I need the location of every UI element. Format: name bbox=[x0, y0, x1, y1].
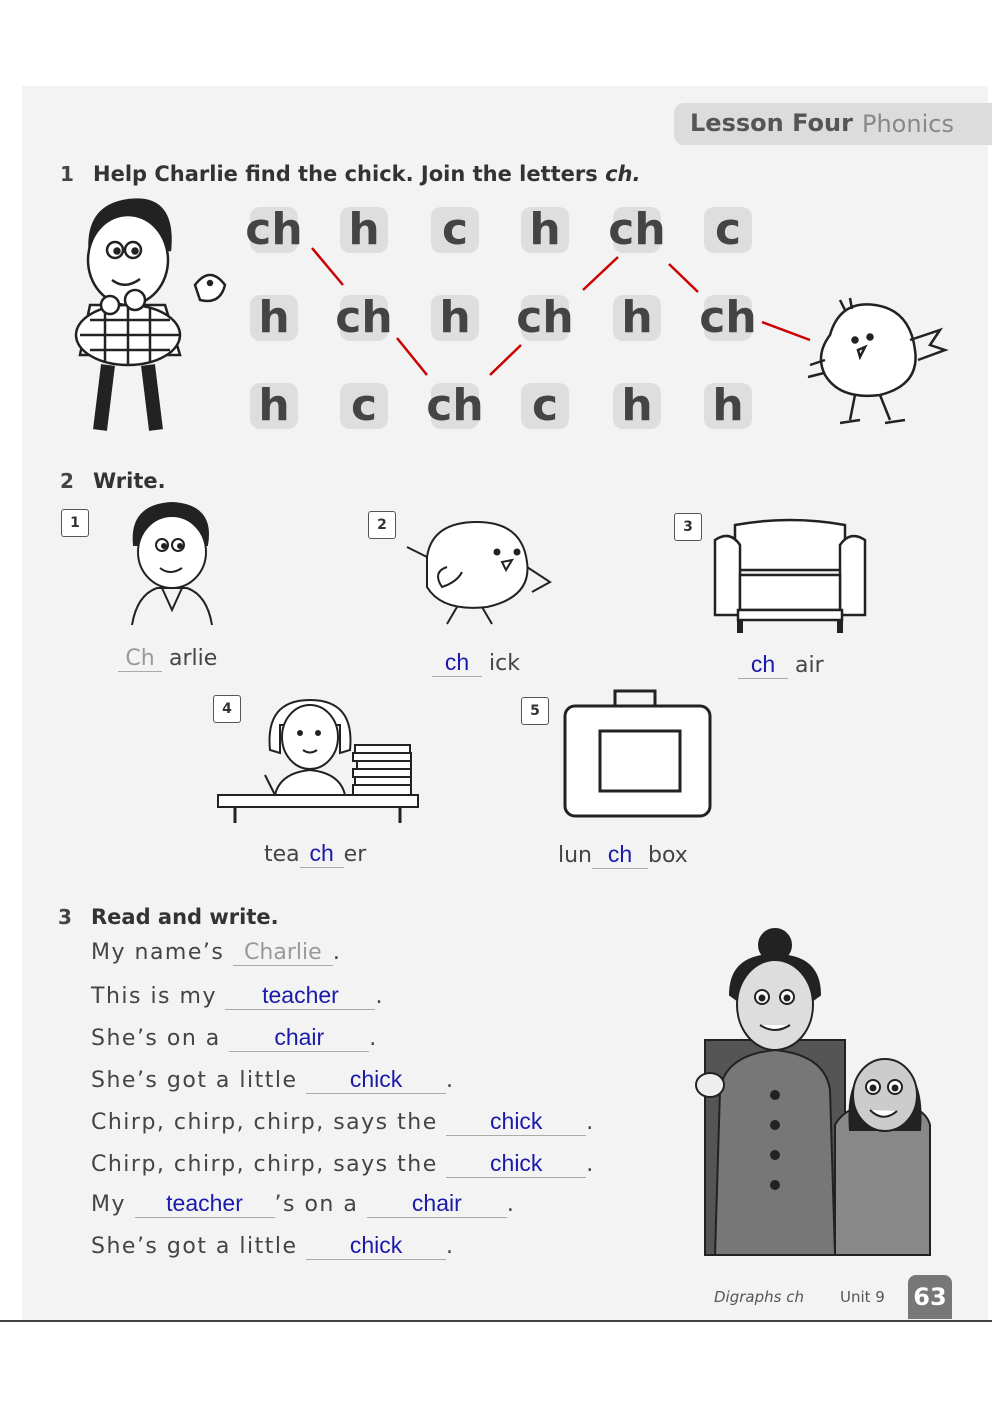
exercise-1-instruction-text: Help Charlie find the chick. Join the letters bbox=[93, 162, 606, 186]
letter-tile-text: h bbox=[529, 204, 561, 255]
sentence-line bbox=[91, 1024, 378, 1052]
chick-item-illustration bbox=[402, 512, 552, 632]
word-teacher bbox=[264, 840, 366, 868]
letter-tile-text: c bbox=[441, 204, 469, 255]
join-line bbox=[312, 248, 343, 285]
letter-tile[interactable] bbox=[425, 381, 485, 431]
item-number-box: 5 bbox=[521, 697, 549, 725]
letter-tile-text: ch bbox=[335, 292, 393, 343]
sentence-text: She’s on a bbox=[91, 1026, 221, 1051]
lesson-title: Lesson Four bbox=[690, 109, 853, 137]
letter-tile[interactable] bbox=[334, 293, 394, 343]
answer-blank[interactable]: teacher bbox=[225, 982, 375, 1010]
teacher-and-charlie-illustration bbox=[685, 925, 945, 1260]
answer-blank[interactable]: ch bbox=[738, 651, 788, 679]
letter-tile-text: c bbox=[531, 380, 559, 431]
sentence-text: She’s got a little bbox=[91, 1068, 298, 1093]
letter-tile-text: h bbox=[348, 204, 380, 255]
letter-tile-text: h bbox=[439, 292, 471, 343]
join-line bbox=[490, 345, 521, 375]
letter-tile-text: ch bbox=[699, 292, 757, 343]
answer-blank[interactable]: chick bbox=[306, 1232, 446, 1260]
word-prefix: tea bbox=[264, 842, 300, 867]
sentence-end: . bbox=[369, 1026, 378, 1051]
sentence-end: . bbox=[586, 1152, 595, 1177]
sentence-text: She’s got a little bbox=[91, 1234, 298, 1259]
chick-illustration bbox=[800, 295, 950, 435]
letter-tile-text: h bbox=[712, 380, 744, 431]
sentence-text: Chirp, chirp, chirp, says the bbox=[91, 1152, 438, 1177]
letter-tile[interactable] bbox=[698, 293, 758, 343]
word-rest: arlie bbox=[169, 646, 218, 671]
item-number-box: 2 bbox=[368, 511, 396, 539]
letter-tile-text: c bbox=[350, 380, 378, 431]
join-line bbox=[669, 264, 698, 292]
join-line bbox=[583, 257, 618, 290]
exercise-2-number: 2 bbox=[60, 469, 74, 493]
item-number-box: 4 bbox=[213, 695, 241, 723]
answer-blank[interactable]: chick bbox=[306, 1066, 446, 1094]
answer-blank[interactable]: chick bbox=[446, 1108, 586, 1136]
sentence-text: This is my bbox=[91, 984, 217, 1009]
word-charlie bbox=[118, 646, 217, 672]
exercise-1-instruction-italic: ch. bbox=[605, 162, 641, 186]
letter-tile[interactable] bbox=[607, 205, 667, 255]
teacher-at-desk-illustration bbox=[215, 695, 425, 825]
sentence-line bbox=[91, 1150, 595, 1178]
sentence-line bbox=[91, 1108, 595, 1136]
word-lunchbox bbox=[558, 841, 688, 869]
item-number-box: 3 bbox=[674, 513, 702, 541]
letter-tile-text: ch bbox=[608, 204, 666, 255]
sentence-line bbox=[91, 1190, 515, 1218]
answer-blank[interactable]: ch bbox=[300, 840, 344, 868]
sentence-end: . bbox=[332, 940, 342, 965]
lesson-topic: Phonics bbox=[862, 110, 954, 138]
sentence-text: My bbox=[91, 1192, 127, 1217]
exercise-2-instruction: Write. bbox=[93, 469, 166, 493]
letter-tile[interactable] bbox=[244, 205, 304, 255]
sentence-end: . bbox=[506, 1192, 516, 1217]
lunchbox-illustration bbox=[560, 686, 715, 821]
word-rest: air bbox=[795, 653, 824, 678]
armchair-illustration bbox=[710, 515, 870, 635]
letter-tile-text: h bbox=[258, 292, 290, 343]
letter-tile[interactable] bbox=[515, 293, 575, 343]
letter-tile-text: ch bbox=[245, 204, 303, 255]
word-prefix: lun bbox=[558, 843, 592, 868]
item-number-box: 1 bbox=[61, 509, 89, 537]
letter-tile-text: ch bbox=[426, 380, 484, 431]
footer-topic: Digraphs ch bbox=[714, 1288, 804, 1306]
letter-tile-text: ch bbox=[516, 292, 574, 343]
charlie-with-basket-illustration bbox=[70, 195, 240, 440]
sentence-line bbox=[91, 940, 341, 966]
sentence-end: . bbox=[446, 1068, 455, 1093]
sentence-line bbox=[91, 982, 384, 1010]
word-rest: box bbox=[648, 843, 688, 868]
answer-blank[interactable]: chair bbox=[367, 1190, 507, 1218]
sentence-line bbox=[91, 1232, 455, 1260]
charlie-portrait-illustration bbox=[122, 500, 222, 630]
answer-blank[interactable]: Ch bbox=[118, 646, 162, 672]
word-chick bbox=[432, 649, 520, 677]
letter-tile-text: h bbox=[621, 380, 653, 431]
page-number: 63 bbox=[908, 1275, 952, 1319]
word-rest: er bbox=[343, 842, 367, 867]
answer-blank[interactable]: ch bbox=[432, 649, 482, 677]
sentence-text: ’s on a bbox=[274, 1192, 359, 1217]
answer-blank[interactable]: teacher bbox=[135, 1190, 275, 1218]
sentence-text: Chirp, chirp, chirp, says the bbox=[91, 1110, 438, 1135]
letter-tile-text: c bbox=[714, 204, 742, 255]
exercise-3-number: 3 bbox=[58, 905, 72, 929]
letter-tile-text: h bbox=[621, 292, 653, 343]
letter-tile-text: h bbox=[258, 380, 290, 431]
sentence-end: . bbox=[586, 1110, 595, 1135]
answer-blank[interactable]: Charlie bbox=[233, 940, 333, 966]
sentence-line bbox=[91, 1066, 455, 1094]
exercise-1-number: 1 bbox=[60, 162, 74, 186]
answer-blank[interactable]: chick bbox=[446, 1150, 586, 1178]
sentence-end: . bbox=[446, 1234, 455, 1259]
join-line bbox=[397, 338, 427, 375]
sentence-text: My name’s bbox=[91, 940, 225, 965]
footer-unit: Unit 9 bbox=[840, 1288, 885, 1306]
sentence-end: . bbox=[375, 984, 384, 1009]
answer-blank[interactable]: chair bbox=[229, 1024, 369, 1052]
exercise-3-instruction: Read and write. bbox=[91, 905, 279, 929]
word-rest: ick bbox=[489, 651, 520, 676]
word-chair bbox=[738, 651, 824, 679]
answer-blank[interactable]: ch bbox=[592, 841, 648, 869]
